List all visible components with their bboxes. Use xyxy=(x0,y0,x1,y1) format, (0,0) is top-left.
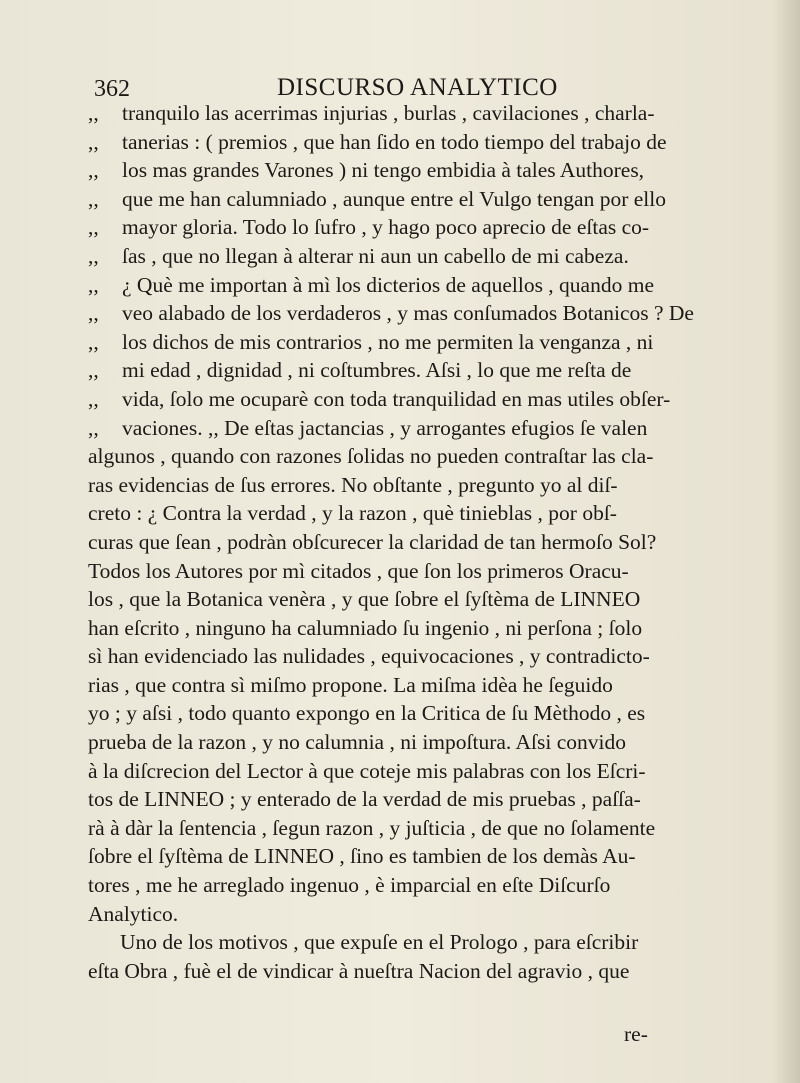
text-line xyxy=(88,871,748,900)
body-text xyxy=(88,99,748,985)
line-text: vida, ſolo me ocuparè con toda tranquilidad en mas utiles obſer- xyxy=(122,386,671,411)
line-text: Analytico. xyxy=(88,901,179,926)
text-line xyxy=(88,156,748,185)
text-line xyxy=(88,213,748,242)
line-text: veo alabado de los verdaderos , y mas conſumados Botanicos ? De xyxy=(122,301,694,326)
line-text: creto : ¿ Contra la verdad , y la razon , què tinieblas , por obſ- xyxy=(88,501,617,526)
text-line xyxy=(88,728,748,757)
quotation-mark: ,, xyxy=(88,243,99,268)
line-text: ſobre el ſyſtèma de LINNEO , ſino es tambien de los demàs Au- xyxy=(88,844,636,869)
text-line xyxy=(88,385,748,414)
text-line xyxy=(88,271,748,300)
text-line xyxy=(88,814,748,843)
line-text: algunos , quando con razones ſolidas no pueden contraſtar las cla- xyxy=(88,444,654,469)
quotation-mark: ,, xyxy=(88,101,99,125)
line-text: à la diſcrecion del Lector à que coteje mis palabras con los Eſcri- xyxy=(88,758,646,783)
text-line xyxy=(88,356,748,385)
quotation-mark: ,, xyxy=(88,329,99,354)
text-line xyxy=(88,414,748,443)
text-line xyxy=(88,642,748,671)
quotation-mark: ,, xyxy=(88,415,99,440)
text-line xyxy=(88,785,748,814)
quotation-mark: ,, xyxy=(88,129,99,154)
text-line xyxy=(88,928,748,957)
line-text: los mas grandes Varones ) ni tengo embidia à tales Authores, xyxy=(122,158,645,183)
line-text: tores , me he arreglado ingenuo , è imparcial en eſte Diſcurſo xyxy=(88,873,611,898)
text-line xyxy=(88,842,748,871)
text-line xyxy=(88,299,748,328)
line-text: curas que ſean , podràn obſcurecer la claridad de tan hermoſo Sol? xyxy=(88,529,657,554)
quotation-mark: ,, xyxy=(88,358,99,383)
text-line xyxy=(88,99,748,128)
text-line xyxy=(88,528,748,557)
text-line xyxy=(88,328,748,357)
line-text: los dichos de mis contrarios , no me permiten la venganza , ni xyxy=(122,329,654,354)
line-text: rias , que contra sì miſmo propone. La miſma idèa he ſeguido xyxy=(88,672,613,697)
text-line xyxy=(88,699,748,728)
line-text: mayor gloria. Todo lo ſufro , y hago poco aprecio de eſtas co- xyxy=(122,215,650,240)
quotation-mark: ,, xyxy=(88,215,99,240)
line-text: mi edad , dignidad , ni coſtumbres. Aſsi , lo que me reſta de xyxy=(122,358,632,383)
quotation-mark: ,, xyxy=(88,158,99,183)
page-edge-shadow xyxy=(772,0,800,1083)
text-line xyxy=(88,499,748,528)
line-text: ras evidencias de ſus errores. No obſtante , pregunto yo al diſ- xyxy=(88,472,618,497)
text-line xyxy=(88,757,748,786)
running-title: DISCURSO ANALYTICO xyxy=(277,74,558,101)
line-text: tos de LINNEO ; y enterado de la verdad de mis pruebas , paſſa- xyxy=(88,787,641,812)
line-text: han eſcrito , ninguno ha calumniado ſu ingenio , ni perſona ; ſolo xyxy=(88,615,643,640)
line-text: vaciones. ,, De eſtas jactancias , y arrogantes efugios ſe valen xyxy=(122,415,648,440)
catchword: re- xyxy=(624,1022,648,1046)
line-text: los , que la Botanica venèra , y que ſobre el ſyſtèma de LINNEO xyxy=(88,587,641,612)
line-text: prueba de la razon , y no calumnia , ni impoſtura. Aſsi convido xyxy=(88,730,626,755)
line-text: eſta Obra , fuè el de vindicar à nueſtra Nacion del agravio , que xyxy=(88,958,630,983)
line-text: tranquilo las acerrimas injurias , burlas , cavilaciones , charla- xyxy=(122,101,655,125)
line-text: Todos los Autores por mì citados , que ſon los primeros Oracu- xyxy=(88,558,629,583)
quotation-mark: ,, xyxy=(88,301,99,326)
line-text: sì han evidenciado las nulidades , equivocaciones , y contradicto- xyxy=(88,644,650,669)
text-line xyxy=(88,557,748,586)
line-text: Uno de los motivos , que expuſe en el Prologo , para eſcribir xyxy=(120,930,639,955)
quotation-mark: ,, xyxy=(88,272,99,297)
text-line xyxy=(88,128,748,157)
text-line xyxy=(88,242,748,271)
line-text: que me han calumniado , aunque entre el Vulgo tengan por ello xyxy=(122,186,666,211)
line-text: ſas , que no llegan à alterar ni aun un cabello de mi cabeza. xyxy=(122,243,629,268)
text-line xyxy=(88,585,748,614)
text-line xyxy=(88,671,748,700)
line-text: rà à dàr la ſentencia , ſegun razon , y juſticia , de que no ſolamente xyxy=(88,815,656,840)
line-text: yo ; y aſsi , todo quanto expongo en la Critica de ſu Mèthodo , es xyxy=(88,701,646,726)
text-line xyxy=(88,185,748,214)
text-line xyxy=(88,471,748,500)
quotation-mark: ,, xyxy=(88,386,99,411)
text-line xyxy=(88,614,748,643)
text-line xyxy=(88,957,748,986)
page-number: 362 xyxy=(94,76,130,102)
line-text: ¿ Què me importan à mì los dicterios de aquellos , quando me xyxy=(122,272,654,297)
text-line xyxy=(88,442,748,471)
quotation-mark: ,, xyxy=(88,186,99,211)
line-text: tanerias : ( premios , que han ſido en todo tiempo del trabajo de xyxy=(122,129,667,154)
text-line xyxy=(88,900,748,929)
